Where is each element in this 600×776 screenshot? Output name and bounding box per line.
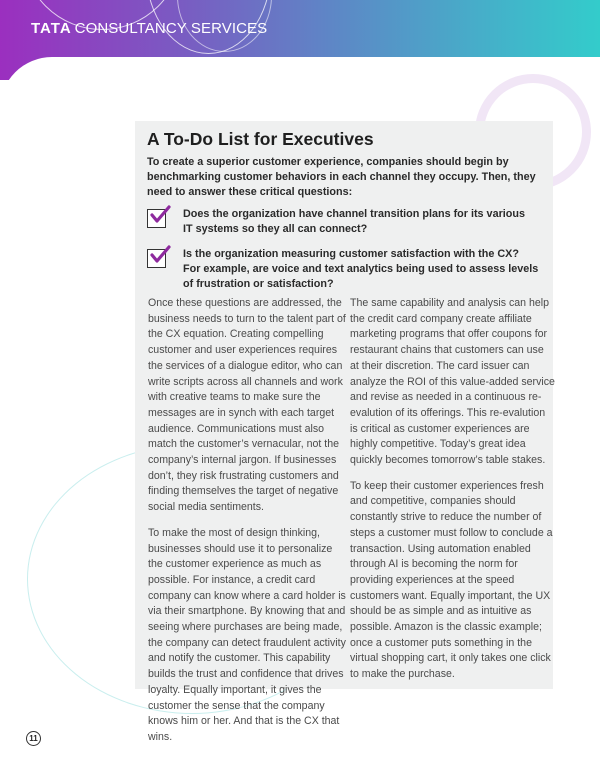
checkbox-checked-icon	[147, 249, 166, 268]
body-paragraph: To make the most of design thinking, businesses should use it to personalize the customer experience as much as possible. For instance, a credit card company can know where a card holder is via their smartphone. By knowing that and seeing where purchases are being made, the company can detect fraudulent activity and notify the customer. This capability builds the trust and confidence that drives loyalty. Equally important, it gives the customer the sense that the company knows him or her. And that is the CX that wins.	[148, 526, 346, 743]
page-number: 11	[26, 731, 41, 746]
body-paragraph: The same capability and analysis can help the credit card company create affiliate marketing programs that offer coupons for restaurant chains that customers can use at their discretion. The card issuer can analyze the ROI of this value-added service and revise as needed in a continuous re-evalution of its offerings. This re-evalution is critical as customer experiences are highly competitive. Today’s great idea quickly becomes tomorrow’s table stakes.	[350, 297, 555, 467]
left-column	[148, 296, 348, 756]
header-curve	[0, 57, 600, 80]
header-banner	[0, 0, 600, 80]
checkmark-icon	[149, 243, 171, 265]
checklist-text	[183, 207, 543, 237]
box-intro: To create a superior customer experience, companies should begin by benchmarking customer behaviors in each channel they occupy. Then, they need to answer these critical questions:	[147, 156, 536, 198]
checklist-line: For example, are voice and text analytics being used to assess levels	[183, 263, 539, 275]
body-paragraph: To keep their customer experiences fresh and competitive, companies should constantly strive to reduce the number of steps a customer must follow to conclude a transaction. Using automation enabled through AI is becoming the norm for providing experiences at the speed customers want. Equally important, the UX should be as simple and as intuitive as possible. Amazon is the classic example; once a customer puts something in the virtual shopping cart, it only takes one click to make the purchase.	[350, 479, 553, 681]
checklist-line: of frustration or satisfaction?	[183, 278, 334, 290]
checkmark-icon	[149, 203, 171, 225]
todo-sidebar-box	[135, 121, 555, 743]
body-paragraph: Once these questions are addressed, the business needs to turn to the talent part of the CX equation. Creating compelling customer and user experiences requires the services of a dialogue editor, who can write scripts across all channels and work with creative teams to make sure the messages are in synch with each target audience. Communications must also match the customer’s vernacular, not the company’s internal jargon. If businesses don’t, they risk frustrating customers and finding themselves the target of negative social media sentiments.	[148, 297, 346, 514]
right-column	[350, 296, 555, 693]
checklist-line: Is the organization measuring customer satisfaction with the CX?	[183, 248, 519, 260]
checklist-text	[183, 247, 543, 292]
box-title: A To-Do List for Executives	[147, 129, 374, 149]
tcs-logo	[31, 20, 267, 37]
logo-brand-rest: CONSULTANCY SERVICES	[74, 20, 268, 37]
checklist-line: IT systems so they all can connect?	[183, 223, 368, 235]
logo-brand-bold: TATA	[31, 20, 72, 37]
checklist-line: Does the organization have channel transition plans for its various	[183, 208, 525, 220]
checkbox-checked-icon	[147, 209, 166, 228]
